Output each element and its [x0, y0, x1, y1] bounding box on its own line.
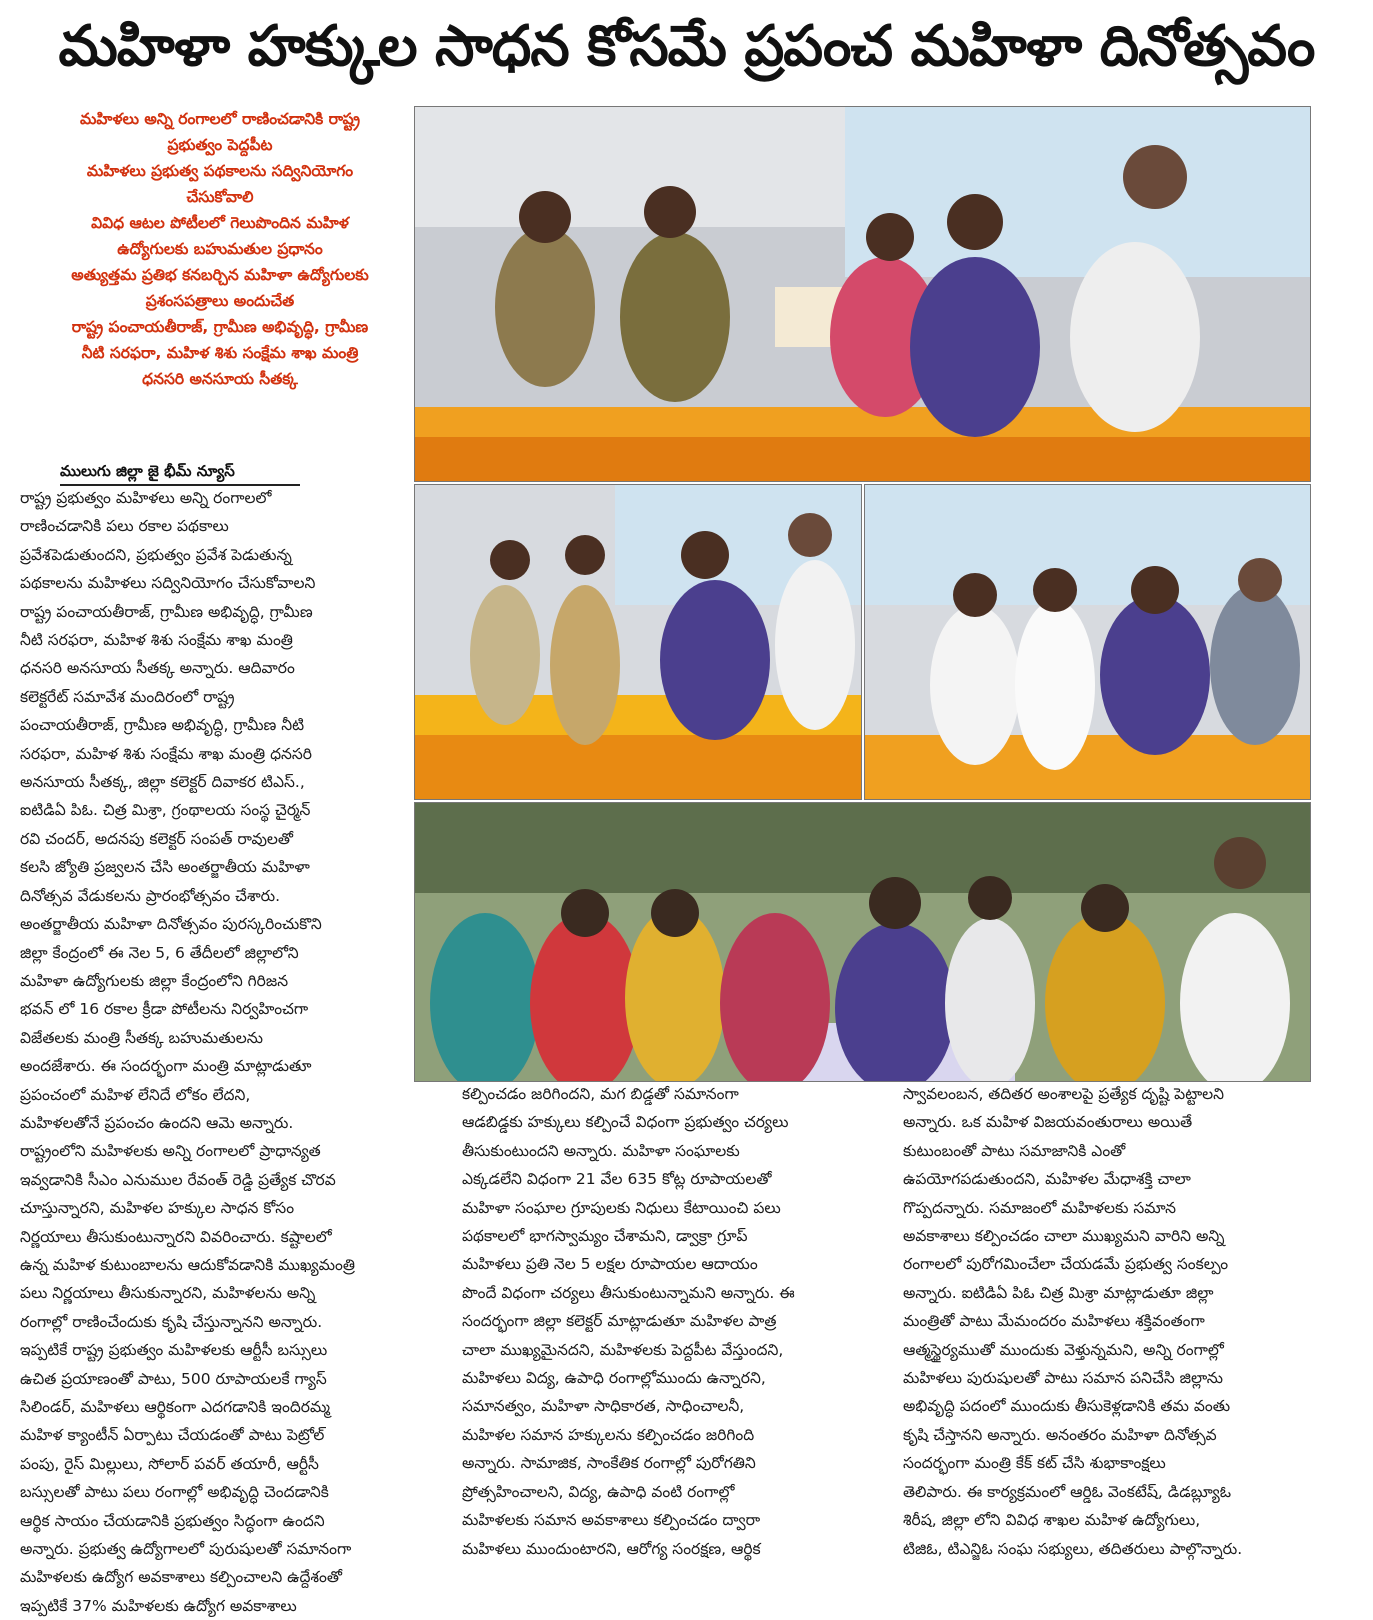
text-line: ఆడబిడ్డకు హక్కులు కల్పించే విధంగా ప్రభుత్వం చర్యలు	[462, 1113, 789, 1132]
text-line: ఆర్థిక సాయం చేయడానికి ప్రభుత్వం సిద్ధంగా ఉందని	[20, 1511, 325, 1530]
text-line: టిజిఓ, టిఎన్జిఓ సంఘ సభ్యులు, తదితరులు పాల్గొన్నారు.	[903, 1539, 1243, 1558]
highlight-line: నీటి సరఫరా, మహిళ శిశు సంక్షేమ శాఖ మంత్రి	[81, 344, 359, 362]
text-line: నీటి సరఫరా, మహిళ శిశు సంక్షేమ శాఖ మంత్రి	[20, 631, 293, 650]
page-headline: మహిళా హక్కుల సాధన కోసమే ప్రపంచ మహిళా దినోత్సవం	[58, 14, 1315, 79]
text-line: సిలిండర్, మహిళలు ఆర్థికంగా ఎదగడానికి ఇందిరమ్మ	[20, 1398, 331, 1416]
event-photo-police-award	[414, 484, 862, 800]
text-line: పొందే విధంగా చర్యలు తీసుకుంటున్నామని అన్నారు. ఈ	[462, 1283, 795, 1302]
text-line: కల్పించడం జరిగిందని, మగ బిడ్డతో సమానంగా	[462, 1085, 739, 1103]
text-line: మహిళల సమాన హక్కులను కల్పించడం జరిగింది	[462, 1425, 755, 1444]
text-line: మహిళలు విద్య, ఉపాధి రంగాల్లోముందు ఉన్నారని,	[462, 1369, 766, 1388]
highlight-line: ప్రభుత్వం పెద్దపీట	[167, 136, 273, 154]
text-line: రంగాల్లో రాణించేందుకు కృషి చేస్తున్నానని అన్నారు.	[20, 1312, 323, 1331]
text-line: మహిళ క్యాంటీన్ ఏర్పాటు చేయడంతో పాటు పెట్రోల్	[20, 1426, 325, 1445]
text-line: అంతర్జాతీయ మహిళా దినోత్సవం పురస్కరించుకొని	[20, 915, 322, 934]
text-line: చూస్తున్నారని, మహిళల హక్కుల సాధన కోసం	[20, 1199, 295, 1218]
text-line: అన్నారు. ఒక మహిళ విజయవంతురాలు అయితే	[903, 1113, 1193, 1132]
text-line: సందర్భంగా మంత్రి కేక్ కట్ చేసి శుభాకాంక్షలు	[903, 1454, 1166, 1473]
text-line: ఉచిత ప్రయాణంతో పాటు, 500 రూపాయలకే గ్యాస్	[20, 1369, 327, 1388]
text-line: రవి చందర్, అదనపు కలెక్టర్ సంపత్ రావులతో	[20, 829, 294, 848]
text-line: ప్రోత్సహించాలని, విద్య, ఉపాధి వంటి రంగాల్లో	[462, 1482, 735, 1501]
text-line: ఐటిడిఏ పిఓ. చిత్ర మిశ్రా, గ్రంథాలయ సంస్థ చైర్మన్	[20, 801, 311, 820]
text-line: పంచాయతీరాజ్, గ్రామీణ అభివృద్ధి, గ్రామీణ నీటి	[20, 716, 305, 735]
event-photo-cake-cutting	[414, 802, 1311, 1082]
text-line: సరఫరా, మహిళ శిశు సంక్షేమ శాఖ మంత్రి ధనసరి	[20, 744, 312, 763]
text-line: అన్నారు. ప్రభుత్వ ఉద్యోగాలలో పురుషులతో సమానంగా	[20, 1540, 352, 1559]
text-line: కృషి చేస్తానని అన్నారు. అనంతరం మహిళా దినోత్సవ	[903, 1425, 1217, 1444]
text-line: కలెక్టరేట్ సమావేశ మందిరంలో రాష్ట్ర	[20, 687, 235, 706]
text-line: ప్రపంచంలో మహిళ లేనిదే లోకం లేదని,	[20, 1085, 251, 1104]
text-line: సందర్భంగా జిల్లా కలెక్టర్ మాట్లాడుతూ మహిళల పాత్ర	[462, 1312, 777, 1331]
highlights-box	[20, 106, 420, 392]
dateline: ములుగు జిల్లా జై భీమ్ న్యూస్	[60, 460, 300, 486]
text-line: శిరీష, జిల్లా లోని వివిధ శాఖల మహిళ ఉద్యోగులు,	[903, 1511, 1201, 1530]
text-line: మహిళలు పురుషులతో పాటు సమాన పనిచేసి జిల్లాను	[903, 1369, 1223, 1388]
article-column-1	[20, 484, 420, 1620]
text-line: రాష్ట్రంలోని మహిళలకు అన్ని రంగాలలో ప్రాధాన్యత	[20, 1142, 321, 1161]
highlight-line: వివిధ ఆటల పోటీలలో గెలుపొందిన మహిళ	[91, 214, 349, 232]
text-line: ఆత్మస్థైర్యముతో ముందుకు వెళ్తున్నమని, అన్ని రంగాల్లో	[903, 1340, 1224, 1359]
highlight-line: ప్రశంసపత్రాలు అందుచేత	[145, 292, 295, 310]
text-line: మహిళా ఉద్యోగులకు జిల్లా కేంద్రంలోని గిరిజన	[20, 971, 289, 990]
text-line: అభివృద్ధి పదంలో ముందుకు తీసుకెళ్లడానికి తమ వంతు	[903, 1397, 1231, 1416]
text-line: బస్సులతో పాటు పలు రంగాల్లో అభివృద్ధి చెందడానికి	[20, 1483, 329, 1502]
highlight-line: రాష్ట్ర పంచాయతీరాజ్, గ్రామీణ అభివృద్ధి, గ్రామీణ	[71, 318, 369, 336]
text-line: పలు నిర్ణయాలు తీసుకున్నారని, మహిళలను అన్ని	[20, 1284, 316, 1303]
highlight-line: మహిళలు అన్ని రంగాలలో రాణించడానికి రాష్ట్ర	[80, 110, 360, 128]
text-line: ఉన్న మహిళ కుటుంబాలను ఆదుకోవడానికి ముఖ్యమంత్రి	[20, 1255, 355, 1274]
text-line: అన్నారు. ఐటిడిఏ పిఓ చిత్ర మిశ్రా మాట్లాడుతూ జిల్లా	[903, 1283, 1214, 1302]
text-line: జిల్లా కేంద్రంలో ఈ నెల 5, 6 తేదీలలో జిల్లాలోని	[20, 943, 299, 962]
text-line: సమానత్వం, మహిళా సాధికారత, సాధించాలనీ,	[462, 1397, 745, 1416]
text-line: ప్రవేశపెడుతుందని, ప్రభుత్వం ప్రవేశ పెడుతున్న	[20, 545, 292, 564]
text-line: ధనసరి అనసూయ సీతక్క అన్నారు. ఆదివారం	[20, 659, 295, 678]
text-line: స్వావలంబన, తదితర అంశాలపై ప్రత్యేక దృష్టి పెట్టాలని	[903, 1085, 1225, 1103]
text-line: ఇప్పటికే 37% మహిళలకు ఉద్యోగ అవకాశాలు	[20, 1596, 297, 1615]
text-line: మహిళలకు సమాన అవకాశాలు కల్పించడం ద్వారా	[462, 1511, 761, 1530]
event-photo-doctor-award	[864, 484, 1311, 800]
text-line: రాష్ట్ర ప్రభుత్వం మహిళలు అన్ని రంగాలలో	[20, 489, 272, 507]
text-line: ఎక్కడలేని విధంగా 21 వేల 635 కోట్ల రూపాయలతో	[462, 1170, 772, 1189]
text-line: మహిళలతోనే ప్రపంచం ఉందని ఆమె అన్నారు.	[20, 1113, 294, 1132]
text-line: నిర్ణయాలు తీసుకుంటున్నారని వివరించారు. కష్టాలలో	[20, 1227, 332, 1246]
text-line: గొప్పదన్నారు. సమాజంలో మహిళలకు సమాన	[903, 1198, 1177, 1217]
text-line: ఇవ్వడానికి సీఎం ఎనుముల రేవంత్ రెడ్డి ప్రత్యేక చొరవ	[20, 1170, 336, 1189]
text-line: అవకాశాలు కల్పించడం చాలా ముఖ్యమని వారిని అన్ని	[903, 1227, 1225, 1246]
article-column-3	[903, 1080, 1333, 1563]
text-line: అనసూయ సీతక్క, జిల్లా కలెక్టర్ దివాకర టిఎస్.,	[20, 773, 305, 792]
text-line: రాష్ట్ర పంచాయతీరాజ్, గ్రామీణ అభివృద్ధి, గ్రామీణ	[20, 602, 313, 621]
text-line: చాలా ముఖ్యమైనదని, మహిళలకు పెద్దపీట వేస్తుందని,	[462, 1340, 784, 1359]
text-line: కలసి జ్యోతి ప్రజ్వలన చేసి అంతర్జాతీయ మహిళా	[20, 858, 310, 877]
text-line: మహిళలు ప్రతి నెల 5 లక్షల రూపాయల ఆదాయం	[462, 1255, 758, 1274]
text-line: కుటుంబంతో పాటు సమాజానికి ఎంతో	[903, 1141, 1126, 1160]
text-line: అన్నారు. సామాజిక, సాంకేతిక రంగాల్లో పురోగతిని	[462, 1454, 756, 1473]
article-column-2	[462, 1080, 887, 1563]
highlight-line: మహిళలు ప్రభుత్వ పథకాలను సద్వినియోగం	[86, 162, 354, 180]
text-line: మహిళా సంఘాల గ్రూపులకు నిధులు కేటాయించి పలు	[462, 1198, 781, 1217]
text-line: మంత్రితో పాటు మేమందరం మహిళలు శక్తివంతంగా	[903, 1312, 1205, 1331]
text-line: మహిళలకు ఉద్యోగ అవకాశాలు కల్పించాలని ఉద్దేశంతో	[20, 1568, 342, 1587]
text-line: భవన్ లో 16 రకాల క్రీడా పోటీలను నిర్వహించగా	[20, 1000, 309, 1019]
text-line: తీసుకుంటుందని అన్నారు. మహిళా సంఘాలకు	[462, 1141, 740, 1160]
event-photo-award-ceremony	[414, 106, 1311, 482]
text-line: దినోత్సవ వేడుకలను ప్రారంభోత్సవం చేశారు.	[20, 886, 281, 905]
text-line: అందజేశారు. ఈ సందర్భంగా మంత్రి మాట్లాడుతూ	[20, 1057, 312, 1076]
text-line: మహిళలు ముందుంటారని, ఆరోగ్య సంరక్షణ, ఆర్థిక	[462, 1539, 761, 1558]
text-line: రంగాలలో పురోగమించేలా చేయడమే ప్రభుత్వ సంకల్పం	[903, 1255, 1229, 1274]
text-line: ఉపయోగపడుతుందని, మహిళల మేధాశక్తి చాలా	[903, 1170, 1191, 1189]
text-line: ఇప్పటికే రాష్ట్ర ప్రభుత్వం మహిళలకు ఆర్టీసీ బస్సులు	[20, 1341, 328, 1360]
highlight-line: ఉద్యోగులకు బహుమతుల ప్రధానం	[117, 240, 323, 258]
text-line: విజేతలకు మంత్రి సీతక్క బహుమతులను	[20, 1028, 263, 1047]
text-line: పంపు, రైస్ మిల్లులు, సోలార్ పవర్ తయారీ, ఆర్టీసీ	[20, 1454, 319, 1473]
text-line: పథకాలను మహిళలు సద్వినియోగం చేసుకోవాలని	[20, 574, 316, 593]
highlight-line: అత్యుత్తమ ప్రతిభ కనబర్చిన మహిళా ఉద్యోగులకు	[71, 266, 369, 284]
text-line: తెలిపారు. ఈ కార్యక్రమంలో ఆర్డిఓ వెంకటేష్, డిడబ్ల్యూఓ	[903, 1482, 1232, 1501]
highlight-line: చేసుకోవాలి	[186, 188, 254, 206]
text-line: పథకాలలో భాగస్వామ్యం చేశామని, డ్వాక్రా గ్రూప్	[462, 1227, 748, 1246]
highlight-line: ధనసరి అనసూయ సీతక్క	[142, 370, 298, 388]
text-line: రాణించడానికి పలు రకాల పథకాలు	[20, 517, 229, 536]
